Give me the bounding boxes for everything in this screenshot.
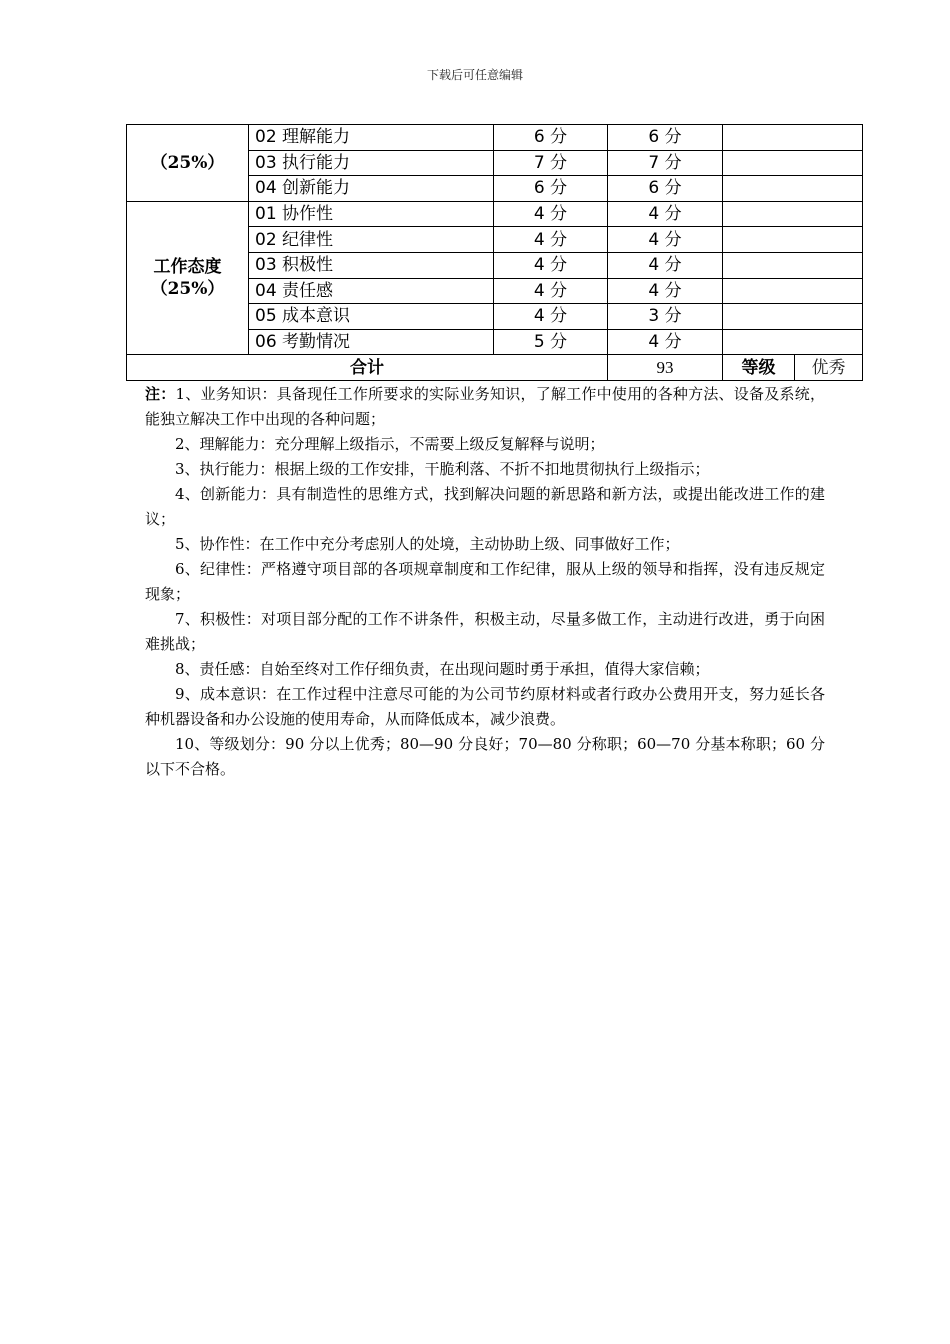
category-weight: （25%） — [150, 152, 225, 173]
item-name: 03 积极性 — [249, 252, 494, 278]
note-7: 7、积极性：对项目部分配的工作不讲条件，积极主动，尽量多做工作，主动进行改进，勇于向困难挑战； — [145, 610, 825, 653]
category-name: 工作态度 — [153, 257, 222, 278]
remark-cell — [723, 201, 863, 227]
actual-score: 4 分 — [608, 329, 723, 355]
remark-cell — [723, 227, 863, 253]
actual-score: 6 分 — [608, 125, 723, 151]
standard-score: 6 分 — [494, 125, 608, 151]
note-3: 3、执行能力：根据上级的工作安排，干脆利落、不折不扣地贯彻执行上级指示； — [175, 460, 710, 478]
note-5: 5、协作性：在工作中充分考虑别人的处境，主动协助上级、同事做好工作； — [175, 535, 680, 553]
category-cell — [127, 201, 249, 355]
grade-label: 等级 — [723, 355, 795, 381]
actual-score: 3 分 — [608, 304, 723, 330]
remark-cell — [723, 304, 863, 330]
actual-score: 4 分 — [608, 252, 723, 278]
note-10: 10、等级划分：90 分以上优秀；80—90 分良好；70—80 分称职；60—70 分基本称职；60 分以下不合格。 — [145, 735, 825, 778]
total-label: 合计 — [127, 355, 608, 381]
actual-score: 4 分 — [608, 227, 723, 253]
item-name: 03 执行能力 — [249, 150, 494, 176]
actual-score: 4 分 — [608, 278, 723, 304]
note-8: 8、责任感：自始至终对工作仔细负责，在出现问题时勇于承担，值得大家信赖； — [175, 660, 710, 678]
remark-cell — [723, 125, 863, 151]
remark-cell — [723, 176, 863, 202]
standard-score: 4 分 — [494, 304, 608, 330]
notes-prefix: 注： — [145, 385, 176, 403]
remark-cell — [723, 252, 863, 278]
actual-score: 7 分 — [608, 150, 723, 176]
standard-score: 5 分 — [494, 329, 608, 355]
item-name: 02 理解能力 — [249, 125, 494, 151]
standard-score: 4 分 — [494, 227, 608, 253]
note-text: 1、业务知识：具备现任工作所要求的实际业务知识，了解工作中使用的各种方法、设备及系统，能独立解决工作中出现的各种问题； — [145, 385, 825, 428]
standard-score: 4 分 — [494, 201, 608, 227]
standard-score: 4 分 — [494, 278, 608, 304]
evaluation-table — [126, 124, 863, 381]
standard-score: 7 分 — [494, 150, 608, 176]
standard-score: 4 分 — [494, 252, 608, 278]
table-row — [127, 125, 863, 151]
standard-score: 6 分 — [494, 176, 608, 202]
remark-cell — [723, 278, 863, 304]
actual-score: 6 分 — [608, 176, 723, 202]
grade-value: 优秀 — [795, 355, 863, 381]
item-name: 05 成本意识 — [249, 304, 494, 330]
table-row — [127, 201, 863, 227]
remark-cell — [723, 329, 863, 355]
total-row — [127, 355, 863, 381]
item-name: 06 考勤情况 — [249, 329, 494, 355]
remark-cell — [723, 150, 863, 176]
item-name: 04 创新能力 — [249, 176, 494, 202]
page-header-note: 下载后可任意编辑 — [426, 68, 523, 82]
item-name: 01 协作性 — [249, 201, 494, 227]
item-name: 02 纪律性 — [249, 227, 494, 253]
notes-section — [145, 382, 825, 782]
category-weight: （25%） — [150, 279, 225, 300]
note-6: 6、纪律性：严格遵守项目部的各项规章制度和工作纪律，服从上级的领导和指挥，没有违反规定现象； — [145, 560, 825, 603]
note-2: 2、理解能力：充分理解上级指示，不需要上级反复解释与说明； — [175, 435, 605, 453]
category-cell — [127, 125, 249, 202]
item-name: 04 责任感 — [249, 278, 494, 304]
total-value: 93 — [608, 355, 723, 381]
actual-score: 4 分 — [608, 201, 723, 227]
note-1 — [145, 382, 825, 432]
note-4: 4、创新能力：具有制造性的思维方式，找到解决问题的新思路和新方法，或提出能改进工作的建议； — [145, 485, 825, 528]
note-9: 9、成本意识：在工作过程中注意尽可能的为公司节约原材料或者行政办公费用开支，努力延长各种机器设备和办公设施的使用寿命，从而降低成本，减少浪费。 — [145, 685, 825, 728]
